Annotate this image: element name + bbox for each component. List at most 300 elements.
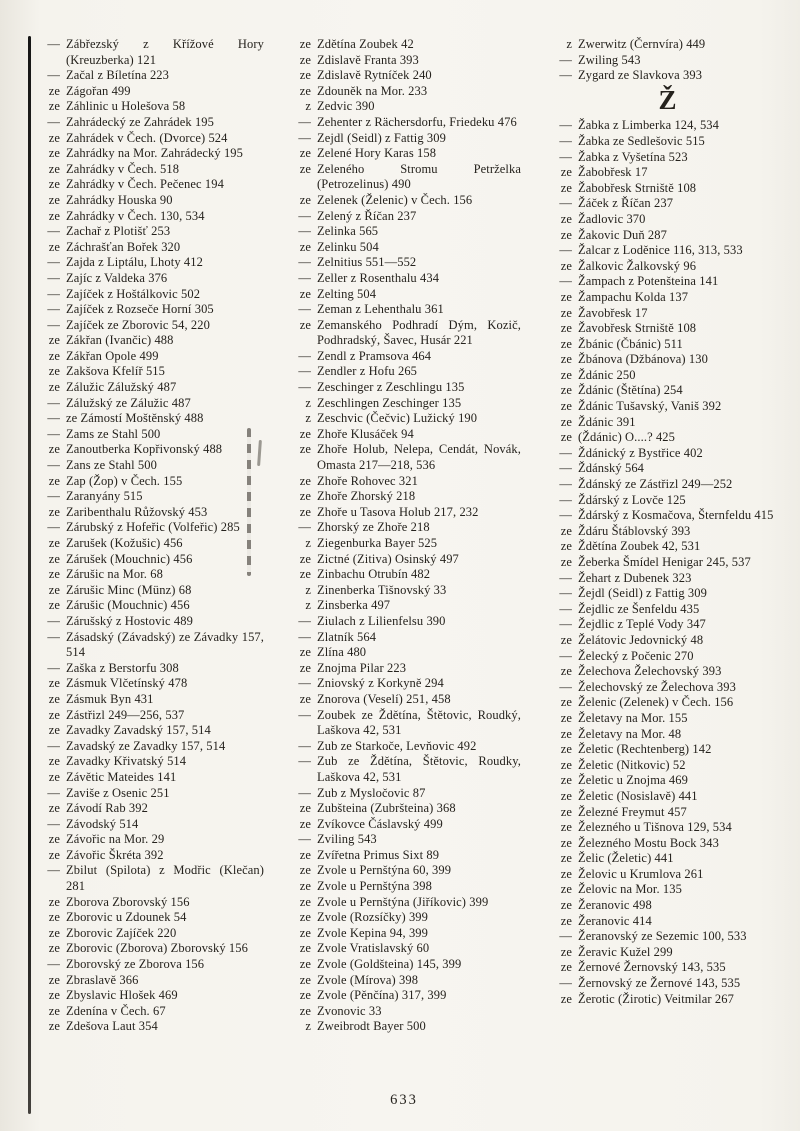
entry-prefix: ze bbox=[48, 910, 60, 925]
entry-prefix: ze bbox=[48, 925, 60, 940]
entry-prefix: ze bbox=[560, 258, 572, 273]
index-entry bbox=[36, 489, 264, 505]
index-entry bbox=[36, 131, 264, 147]
entry-text: Železné Freymut 457 bbox=[578, 804, 687, 819]
index-entry bbox=[287, 302, 521, 318]
index-entry bbox=[36, 224, 264, 240]
entry-text: Žbánic (Čbánic) 511 bbox=[578, 336, 683, 351]
entry-text: Zahrádky v Čech. 518 bbox=[66, 161, 180, 176]
entry-text: Žernovský ze Žernové 143, 535 bbox=[578, 976, 741, 991]
index-entry bbox=[548, 150, 788, 166]
index-entry bbox=[287, 474, 521, 490]
entry-prefix: ze bbox=[48, 364, 60, 379]
index-entry bbox=[548, 571, 788, 587]
entry-text: Zans ze Stahl 500 bbox=[66, 458, 157, 473]
index-entry bbox=[36, 583, 264, 599]
index-entry bbox=[36, 318, 264, 334]
index-column-1 bbox=[36, 37, 264, 1035]
entry-prefix: — bbox=[298, 754, 311, 769]
index-entry bbox=[36, 411, 264, 427]
entry-prefix: z bbox=[566, 37, 572, 51]
index-entry bbox=[36, 910, 264, 926]
index-entry bbox=[36, 37, 264, 68]
entry-text: Žalkovic Žalkovský 96 bbox=[578, 258, 697, 273]
entry-prefix: ze bbox=[560, 523, 572, 538]
entry-text: Ziegenburka Bayer 525 bbox=[317, 536, 438, 550]
entry-text: Zahrádek v Čech. (Dvorce) 524 bbox=[66, 130, 228, 145]
entry-text: Zdouněk na Mor. 233 bbox=[317, 83, 428, 98]
index-entry bbox=[36, 396, 264, 412]
entry-text: Zinenberka Tišnovský 33 bbox=[317, 582, 447, 597]
entry-prefix: ze bbox=[299, 691, 311, 706]
entry-prefix: ze bbox=[48, 1003, 60, 1018]
index-entry bbox=[287, 380, 521, 396]
entry-text: Znorova (Veselí) 251, 458 bbox=[317, 691, 451, 706]
index-entry bbox=[548, 337, 788, 353]
entry-prefix: ze bbox=[48, 348, 60, 363]
index-entry bbox=[287, 209, 521, 225]
index-entry bbox=[287, 973, 521, 989]
entry-text: Záchrašťan Bořek 320 bbox=[66, 239, 181, 254]
entry-prefix: ze bbox=[560, 321, 572, 336]
index-entry bbox=[287, 848, 521, 864]
index-entry bbox=[36, 240, 264, 256]
index-entry bbox=[548, 461, 788, 477]
index-entry bbox=[548, 118, 788, 134]
entry-prefix: ze bbox=[299, 925, 311, 940]
index-entry bbox=[548, 820, 788, 836]
index-entry bbox=[287, 349, 521, 365]
entry-text: Zub z Mysločovic 87 bbox=[317, 785, 426, 800]
entry-text: Zweibrodt Bayer 500 bbox=[317, 1019, 426, 1034]
index-entry bbox=[36, 68, 264, 84]
entry-prefix: — bbox=[298, 114, 311, 129]
entry-prefix: ze bbox=[48, 99, 60, 114]
entry-prefix: ze bbox=[48, 536, 60, 550]
index-entry bbox=[548, 212, 788, 228]
entry-text: Želetic (Nosislavě) 441 bbox=[578, 788, 698, 803]
entry-text: Zeschvic (Čečvic) Lužický 190 bbox=[317, 411, 478, 426]
entry-prefix: ze bbox=[48, 707, 60, 722]
index-entry bbox=[36, 692, 264, 708]
entry-prefix: ze bbox=[299, 68, 311, 83]
entry-prefix: ze bbox=[48, 769, 60, 784]
index-entry bbox=[548, 243, 788, 259]
entry-prefix: — bbox=[559, 461, 572, 476]
entry-prefix: ze bbox=[299, 863, 311, 878]
entry-prefix: — bbox=[298, 255, 311, 270]
entry-text: Ždětína Zoubek 42, 531 bbox=[578, 539, 701, 554]
entry-text: Žeranovský ze Sezemic 100, 533 bbox=[578, 929, 747, 944]
entry-prefix: ze bbox=[299, 52, 311, 67]
entry-prefix: ze bbox=[48, 801, 60, 816]
index-entry bbox=[36, 552, 264, 568]
entry-prefix: ze bbox=[299, 473, 311, 488]
index-entry bbox=[287, 786, 521, 802]
entry-text: Závodský 514 bbox=[66, 816, 139, 831]
index-entry bbox=[36, 287, 264, 303]
index-entry bbox=[548, 446, 788, 462]
entry-prefix: — bbox=[298, 348, 311, 363]
entry-text: Žabobřesk 17 bbox=[578, 165, 648, 180]
entry-text: Žabka z Limberka 124, 534 bbox=[578, 118, 719, 133]
entry-text: Zap (Žop) v Čech. 155 bbox=[66, 473, 183, 488]
index-entry bbox=[36, 271, 264, 287]
index-entry bbox=[548, 805, 788, 821]
entry-prefix: ze bbox=[299, 286, 311, 301]
entry-prefix: ze bbox=[299, 83, 311, 98]
entry-text: Zajda z Liptálu, Lhoty 412 bbox=[66, 255, 203, 270]
entry-text: Zágořan 499 bbox=[66, 83, 131, 98]
entry-prefix: — bbox=[47, 302, 60, 317]
entry-text: Želechova Želechovský 393 bbox=[578, 664, 722, 679]
entry-text: Zinbachu Otrubín 482 bbox=[317, 567, 431, 582]
entry-text: Želovic u Krumlova 261 bbox=[578, 866, 704, 881]
index-entry bbox=[548, 695, 788, 711]
entry-prefix: ze bbox=[48, 473, 60, 488]
index-entry bbox=[287, 739, 521, 755]
entry-prefix: ze bbox=[48, 832, 60, 847]
entry-prefix: ze bbox=[299, 910, 311, 925]
index-entry bbox=[548, 867, 788, 883]
entry-prefix: — bbox=[559, 492, 572, 507]
index-entry bbox=[287, 676, 521, 692]
entry-prefix: ze bbox=[48, 83, 60, 98]
entry-text: Žeranovic 414 bbox=[578, 913, 652, 928]
index-entry bbox=[548, 898, 788, 914]
index-entry bbox=[36, 333, 264, 349]
entry-text: Želátovic Jedovnický 48 bbox=[578, 632, 704, 647]
entry-text: Ždáru Štáblovský 393 bbox=[578, 523, 691, 538]
entry-prefix: ze bbox=[48, 847, 60, 862]
index-entry bbox=[36, 598, 264, 614]
entry-text: Zeleného Stromu Petrželka (Petrozelinus) 490 bbox=[317, 161, 521, 192]
index-entry bbox=[36, 723, 264, 739]
index-entry bbox=[36, 349, 264, 365]
entry-prefix: ze bbox=[299, 816, 311, 831]
entry-prefix: ze bbox=[299, 551, 311, 566]
entry-prefix: ze bbox=[48, 598, 60, 613]
entry-text: Zaranyány 515 bbox=[66, 489, 143, 504]
index-entry bbox=[548, 259, 788, 275]
entry-text: Zavadky Křivatský 514 bbox=[66, 754, 187, 769]
entry-prefix: ze bbox=[560, 866, 572, 881]
entry-text: Závětic Mateides 141 bbox=[66, 769, 177, 784]
entry-text: Zams ze Stahl 500 bbox=[66, 426, 161, 441]
entry-prefix: ze bbox=[560, 367, 572, 382]
index-entry bbox=[36, 474, 264, 490]
entry-text: Želovic na Mor. 135 bbox=[578, 882, 682, 897]
entry-prefix: ze bbox=[48, 146, 60, 161]
entry-text: Zeschinger z Zeschlingu 135 bbox=[317, 380, 465, 395]
index-entry bbox=[287, 692, 521, 708]
entry-prefix: — bbox=[298, 832, 311, 847]
entry-prefix: — bbox=[298, 270, 311, 285]
index-entry bbox=[548, 493, 788, 509]
entry-text: ze Zámostí Moštěnský 488 bbox=[66, 411, 204, 426]
index-entry bbox=[36, 536, 264, 552]
index-entry bbox=[287, 957, 521, 973]
entry-prefix: ze bbox=[299, 161, 311, 176]
entry-text: Zubšteina (Zubršteina) 368 bbox=[317, 801, 456, 816]
entry-text: Zvířetna Primus Sixt 89 bbox=[317, 847, 440, 862]
index-entry bbox=[548, 228, 788, 244]
entry-text: Zavadky Zavadský 157, 514 bbox=[66, 723, 211, 738]
entry-prefix: ze bbox=[560, 211, 572, 226]
index-entry bbox=[36, 162, 264, 178]
index-entry bbox=[548, 368, 788, 384]
index-entry bbox=[287, 536, 521, 552]
index-entry bbox=[287, 1004, 521, 1020]
entry-text: Zub ze Ždětína, Štětovic, Roudky, Laškova 42, 531 bbox=[317, 754, 521, 784]
entry-text: Zajíček ze Zborovic 54, 220 bbox=[66, 317, 210, 332]
entry-text: Ždánic 391 bbox=[578, 414, 636, 429]
index-entry bbox=[287, 131, 521, 147]
entry-text: Zakšova Kfelíř 515 bbox=[66, 364, 165, 379]
index-entry bbox=[548, 383, 788, 399]
entry-prefix: — bbox=[47, 613, 60, 628]
entry-text: Zavadský ze Zavadky 157, 514 bbox=[66, 738, 226, 753]
entry-prefix: ze bbox=[48, 551, 60, 566]
entry-prefix: ze bbox=[48, 941, 60, 956]
index-entry bbox=[548, 851, 788, 867]
entry-text: Zahrádecký ze Zahrádek 195 bbox=[66, 114, 215, 129]
index-entry bbox=[36, 739, 264, 755]
entry-prefix: — bbox=[559, 118, 572, 133]
index-entry bbox=[548, 399, 788, 415]
entry-text: Zaribenthalu Růžovský 453 bbox=[66, 504, 208, 519]
entry-prefix: — bbox=[559, 68, 572, 83]
index-entry bbox=[36, 848, 264, 864]
entry-text: Zaška z Berstorfu 308 bbox=[66, 660, 179, 675]
entry-prefix: ze bbox=[560, 383, 572, 398]
index-entry bbox=[36, 520, 264, 536]
index-entry bbox=[287, 754, 521, 785]
index-entry bbox=[548, 914, 788, 930]
entry-text: Ždánský 564 bbox=[578, 461, 645, 476]
index-entry bbox=[36, 364, 264, 380]
index-entry bbox=[548, 68, 788, 84]
index-entry bbox=[287, 988, 521, 1004]
entry-prefix: ze bbox=[560, 352, 572, 367]
index-entry bbox=[548, 882, 788, 898]
index-entry bbox=[548, 649, 788, 665]
entry-text: Zub ze Starkoče, Levňovic 492 bbox=[317, 738, 477, 753]
entry-prefix: ze bbox=[560, 414, 572, 429]
entry-text: Ždárský z Kosmačova, Šternfeldu 415 bbox=[578, 508, 774, 523]
entry-text: Žeberka Šmídel Henigar 245, 537 bbox=[578, 555, 751, 569]
index-entry bbox=[36, 786, 264, 802]
index-entry bbox=[548, 524, 788, 540]
index-entry bbox=[548, 586, 788, 602]
entry-prefix: ze bbox=[560, 305, 572, 320]
index-entry bbox=[287, 115, 521, 131]
entry-text: Zahrádky na Mor. Zahrádecký 195 bbox=[66, 146, 243, 161]
scan-edge-artifact bbox=[28, 36, 31, 1114]
entry-prefix: — bbox=[559, 196, 572, 211]
index-entry bbox=[36, 988, 264, 1004]
index-entry bbox=[548, 758, 788, 774]
entry-prefix: — bbox=[298, 130, 311, 145]
index-entry bbox=[287, 630, 521, 646]
entry-prefix: z bbox=[305, 598, 311, 613]
entry-text: Želetic u Znojma 469 bbox=[578, 773, 688, 788]
entry-prefix: — bbox=[298, 676, 311, 691]
entry-prefix: ze bbox=[48, 723, 60, 738]
entry-text: Žeravic Kužel 299 bbox=[578, 944, 673, 959]
entry-text: Zábřezský z Křížové Hory (Kreuzberka) 121 bbox=[66, 37, 264, 67]
entry-text: Zelting 504 bbox=[317, 286, 377, 301]
index-entry bbox=[287, 583, 521, 599]
index-entry bbox=[287, 614, 521, 630]
entry-text: Zhorský ze Zhoře 218 bbox=[317, 520, 430, 535]
index-entry bbox=[287, 520, 521, 536]
index-entry bbox=[548, 290, 788, 306]
entry-text: Ždánský ze Zástřizl 249—252 bbox=[578, 477, 733, 492]
index-entry bbox=[548, 992, 788, 1008]
entry-text: Žavobřesk Strniště 108 bbox=[578, 321, 697, 336]
entry-text: Zárušský z Hostovic 489 bbox=[66, 613, 193, 628]
entry-text: Zvole Vratislavský 60 bbox=[317, 941, 430, 956]
entry-prefix: z bbox=[305, 99, 311, 114]
index-entry bbox=[36, 209, 264, 225]
index-entry bbox=[287, 926, 521, 942]
entry-prefix: ze bbox=[299, 442, 311, 457]
entry-prefix: — bbox=[559, 617, 572, 632]
index-entry bbox=[548, 945, 788, 961]
entry-prefix: ze bbox=[48, 567, 60, 582]
entry-text: Zbraslavě 366 bbox=[66, 972, 139, 987]
index-entry bbox=[287, 832, 521, 848]
entry-text: Zinsberka 497 bbox=[317, 598, 391, 613]
entry-prefix: ze bbox=[299, 879, 311, 894]
entry-prefix: ze bbox=[299, 988, 311, 1003]
entry-text: Začal z Bíletína 223 bbox=[66, 68, 170, 83]
entry-text: Zdětína Zoubek 42 bbox=[317, 37, 414, 51]
index-entry bbox=[548, 53, 788, 69]
entry-prefix: — bbox=[559, 149, 572, 164]
index-entry bbox=[36, 926, 264, 942]
entry-prefix: — bbox=[47, 660, 60, 675]
entry-text: Zbilut (Spilota) z Modřic (Klečan) 281 bbox=[66, 863, 264, 894]
entry-prefix: ze bbox=[48, 754, 60, 769]
entry-text: Zelený z Říčan 237 bbox=[317, 208, 417, 223]
index-entry bbox=[36, 770, 264, 786]
entry-prefix: — bbox=[47, 489, 60, 504]
entry-prefix: ze bbox=[48, 504, 60, 519]
entry-prefix: ze bbox=[299, 489, 311, 504]
entry-text: Zajíc z Valdeka 376 bbox=[66, 270, 168, 285]
entry-prefix: — bbox=[47, 458, 60, 473]
index-entry bbox=[287, 84, 521, 100]
index-entry bbox=[36, 614, 264, 630]
entry-text: Zárušic na Mor. 68 bbox=[66, 567, 163, 582]
entry-text: Zwerwitz (Černvíra) 449 bbox=[578, 37, 706, 51]
entry-prefix: — bbox=[298, 785, 311, 800]
entry-prefix: ze bbox=[299, 567, 311, 582]
entry-text: Ždárský z Lovče 125 bbox=[578, 492, 686, 507]
entry-prefix: — bbox=[559, 570, 572, 585]
entry-prefix: ze bbox=[560, 835, 572, 850]
entry-prefix: — bbox=[47, 37, 60, 51]
entry-prefix: z bbox=[305, 582, 311, 597]
entry-text: Žejdlic z Teplé Vody 347 bbox=[578, 617, 706, 632]
entry-prefix: — bbox=[559, 929, 572, 944]
index-entry bbox=[36, 661, 264, 677]
entry-prefix: ze bbox=[560, 788, 572, 803]
entry-prefix: — bbox=[47, 738, 60, 753]
entry-text: Zvole u Pernštýna 398 bbox=[317, 879, 432, 894]
entry-prefix: — bbox=[559, 648, 572, 663]
entry-text: Zendler z Hofu 265 bbox=[317, 364, 418, 379]
entry-text: Železného Mostu Bock 343 bbox=[578, 835, 719, 850]
index-entry bbox=[36, 941, 264, 957]
entry-prefix: — bbox=[559, 586, 572, 601]
entry-prefix: ze bbox=[560, 851, 572, 866]
entry-text: Zhoře Zhorský 218 bbox=[317, 489, 416, 504]
entry-text: Železného u Tišnova 129, 534 bbox=[578, 820, 732, 835]
index-entry bbox=[287, 879, 521, 895]
entry-text: Zarušek (Kožušic) 456 bbox=[66, 536, 183, 550]
index-entry bbox=[548, 415, 788, 431]
entry-text: Zásadský (Závadský) ze Závadky 157, 514 bbox=[66, 629, 264, 660]
index-entry bbox=[36, 567, 264, 583]
entry-text: Zvíkovce Čáslavský 499 bbox=[317, 816, 443, 831]
entry-text: Zajíček z Rozseče Horní 305 bbox=[66, 302, 214, 317]
entry-text: Zálužský ze Zálužic 487 bbox=[66, 395, 191, 410]
entry-text: Zahrádky Houska 90 bbox=[66, 192, 173, 207]
index-entry bbox=[287, 817, 521, 833]
index-entry bbox=[287, 708, 521, 739]
entry-text: Závořic na Mor. 29 bbox=[66, 832, 165, 847]
index-entry bbox=[287, 255, 521, 271]
entry-prefix: — bbox=[298, 613, 311, 628]
index-entry bbox=[36, 676, 264, 692]
entry-prefix: ze bbox=[299, 239, 311, 254]
index-entry bbox=[287, 489, 521, 505]
entry-prefix: — bbox=[47, 411, 60, 426]
entry-text: Závořic Škréta 392 bbox=[66, 847, 164, 862]
index-entry bbox=[548, 274, 788, 290]
entry-prefix: — bbox=[298, 520, 311, 535]
entry-prefix: ze bbox=[560, 289, 572, 304]
entry-text: Zárušek (Mouchnic) 456 bbox=[66, 551, 193, 566]
index-entry bbox=[36, 84, 264, 100]
index-entry bbox=[548, 306, 788, 322]
entry-prefix: ze bbox=[48, 582, 60, 597]
entry-text: Žejdl (Seidl) z Fattig 309 bbox=[578, 586, 707, 601]
entry-text: Zvole (Goldšteina) 145, 399 bbox=[317, 957, 462, 972]
index-entry bbox=[548, 539, 788, 555]
index-entry bbox=[287, 661, 521, 677]
entry-prefix: — bbox=[298, 738, 311, 753]
entry-prefix: ze bbox=[299, 1003, 311, 1018]
entry-text: Zhoře Klusáček 94 bbox=[317, 426, 414, 441]
index-entry bbox=[36, 801, 264, 817]
entry-text: Zelené Hory Karas 158 bbox=[317, 146, 437, 161]
index-entry bbox=[548, 664, 788, 680]
entry-prefix: — bbox=[47, 426, 60, 441]
index-entry bbox=[548, 789, 788, 805]
index-entry bbox=[36, 1004, 264, 1020]
entry-prefix: ze bbox=[560, 555, 572, 569]
index-entry bbox=[548, 711, 788, 727]
entry-prefix: ze bbox=[560, 913, 572, 928]
index-entry bbox=[36, 708, 264, 724]
index-entry bbox=[287, 146, 521, 162]
index-entry bbox=[287, 162, 521, 193]
index-entry bbox=[548, 727, 788, 743]
